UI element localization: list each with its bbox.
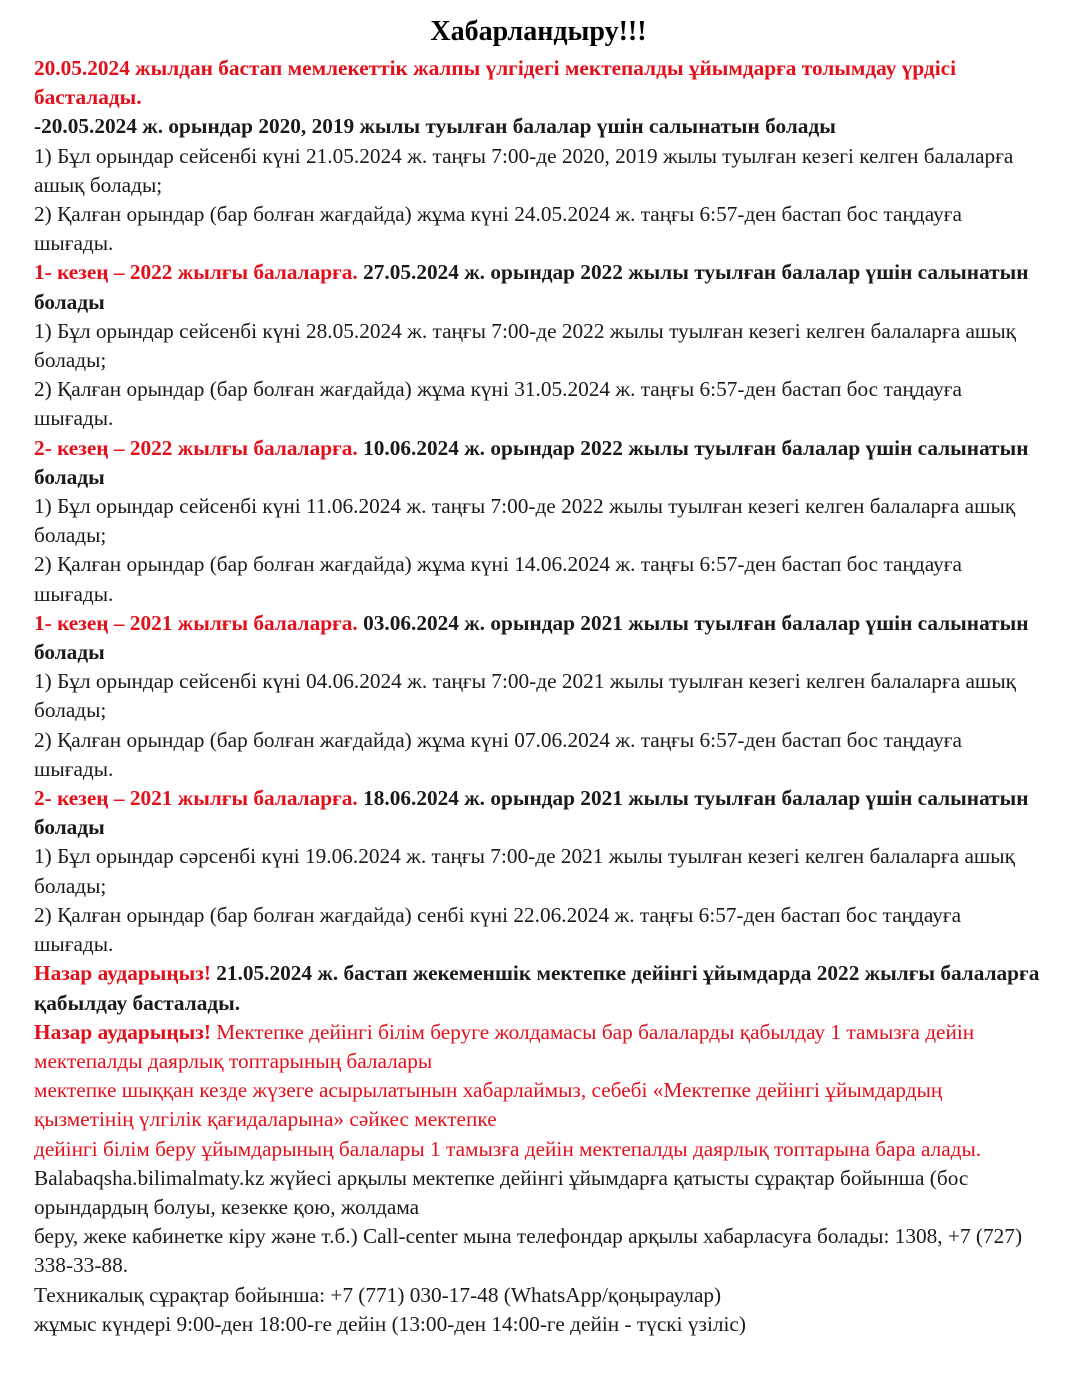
section-1 xyxy=(34,258,1043,433)
notice-line: мектепке шыққан кезде жүзеге асырылатынын хабарлаймыз, себебі «Мектепке дейінгі ұйымдардың қызметінің үлгілік қағидаларына» сәйкес мектепке xyxy=(34,1078,943,1132)
contacts-line: жұмыс күндері 9:00-ден 18:00-ге дейін (13:00-ден 14:00-ге дейін - түскі үзіліс) xyxy=(34,1311,746,1336)
section-label: 2- кезең – 2022 жылғы балаларға. xyxy=(34,435,358,460)
section-item-2: 2) Қалған орындар (бар болған жағдайда) жұма күні 31.05.2024 ж. таңғы 6:57-ден бастап бос таңдауға шығады. xyxy=(34,377,962,431)
contacts-line: Техникалық сұрақтар бойынша: +7 (771) 030-17-48 (WhatsApp/қоңыраулар) xyxy=(34,1282,722,1307)
section-item-1: 1) Бұл орындар сейсенбі күні 04.06.2024 ж. таңғы 7:00-де 2021 жылы туылған кезегі келген балаларға ашық болады; xyxy=(34,669,1016,723)
section-item-1: 1) Бұл орындар сейсенбі күні 11.06.2024 ж. таңғы 7:00-де 2022 жылы туылған кезегі келген балаларға ашық болады; xyxy=(34,494,1016,548)
notice-text: 21.05.2024 ж. бастап жекеменшік мектепке дейінгі ұйымдарда 2022 жылғы балаларға қабылдау басталады. xyxy=(34,961,1040,1015)
notice-private-admission xyxy=(34,959,1043,1017)
notice-line xyxy=(34,1018,1043,1076)
section-heading xyxy=(34,784,1043,842)
section-heading-text: 03.06.2024 ж. орындар 2021 жылы туылған балалар үшін салынатын болады xyxy=(34,610,1029,665)
section-4 xyxy=(34,784,1043,959)
notice-line: дейінгі білім беру ұйымдарының балалары 1 тамызға дейін мектепалды даярлық топтарына бара алады. xyxy=(34,1136,982,1161)
section-item-2: 2) Қалған орындар (бар болған жағдайда) жұма күні 07.06.2024 ж. таңғы 6:57-ден бастап бос таңдауға шығады. xyxy=(34,727,962,781)
intro-item-2: 2) Қалған орындар (бар болған жағдайда) жұма күні 24.05.2024 ж. таңғы 6:57-ден бастап бос таңдауға шығады. xyxy=(34,202,962,256)
section-heading xyxy=(34,434,1043,492)
page-title: Хабарландыру!!! xyxy=(430,16,647,47)
section-heading xyxy=(34,258,1043,316)
notice-label: Назар аударыңыз! xyxy=(34,1019,211,1044)
notice-preschool-admission xyxy=(34,1018,1043,1164)
section-heading-text: 18.06.2024 ж. орындар 2021 жылы туылған балалар үшін салынатын болады xyxy=(34,786,1029,840)
section-label: 1- кезең – 2022 жылғы балаларға. xyxy=(34,260,358,285)
notice-label: Назар аударыңыз! xyxy=(34,961,211,986)
contacts-block xyxy=(34,1164,1043,1339)
intro-subheading: -20.05.2024 ж. орындар 2020, 2019 жылы туылған балалар үшін салынатын болады xyxy=(34,114,836,139)
section-heading-text: 27.05.2024 ж. орындар 2022 жылы туылған балалар үшін салынатын болады xyxy=(34,260,1029,314)
section-item-1: 1) Бұл орындар сейсенбі күні 28.05.2024 ж. таңғы 7:00-де 2022 жылы туылған кезегі келген балаларға ашық болады; xyxy=(34,318,1016,373)
contacts-line: Balabaqsha.bilimalmaty.kz жүйесі арқылы мектепке дейінгі ұйымдарға қатысты сұрақтар бойынша (бос орындардың болуы, кезекке қою, жолдама xyxy=(34,1165,969,1219)
section-item-2: 2) Қалған орындар (бар болған жағдайда) жұма күні 14.06.2024 ж. таңғы 6:57-ден бастап бос таңдауға шығады. xyxy=(34,552,962,606)
section-3 xyxy=(34,609,1043,784)
contacts-line: беру, жеке кабинетке кіру және т.б.) Call-center мына телефондар арқылы хабарласуға болады: 1308, +7 (727) 338-33-88. xyxy=(34,1224,1023,1278)
intro-headline: 20.05.2024 жылдан бастап мемлекеттік жалпы үлгідегі мектепалды ұйымдарға толымдау үрдісі басталады. xyxy=(34,56,956,110)
section-label: 2- кезең – 2021 жылғы балаларға. xyxy=(34,786,358,811)
intro-item-1: 1) Бұл орындар сейсенбі күні 21.05.2024 ж. таңғы 7:00-де 2020, 2019 жылы туылған кезегі келген балаларға ашық болады; xyxy=(34,143,1014,197)
section-2 xyxy=(34,434,1043,609)
section-item-1: 1) Бұл орындар сәрсенбі күні 19.06.2024 ж. таңғы 7:00-де 2021 жылы туылған кезегі келген балаларға ашық болады; xyxy=(34,844,1015,898)
section-item-2: 2) Қалған орындар (бар болған жағдайда) сенбі күні 22.06.2024 ж. таңғы 6:57-ден бастап бос таңдауға шығады. xyxy=(34,902,962,957)
section-label: 1- кезең – 2021 жылғы балаларға. xyxy=(34,610,358,635)
section-heading xyxy=(34,609,1043,667)
notice-text: Мектепке дейінгі білім беруге жолдамасы бар балаларды қабылдау 1 тамызға дейін мектепалды даярлық топтарының балалары xyxy=(34,1019,975,1073)
section-heading-text: 10.06.2024 ж. орындар 2022 жылы туылған балалар үшін салынатын болады xyxy=(34,435,1029,489)
